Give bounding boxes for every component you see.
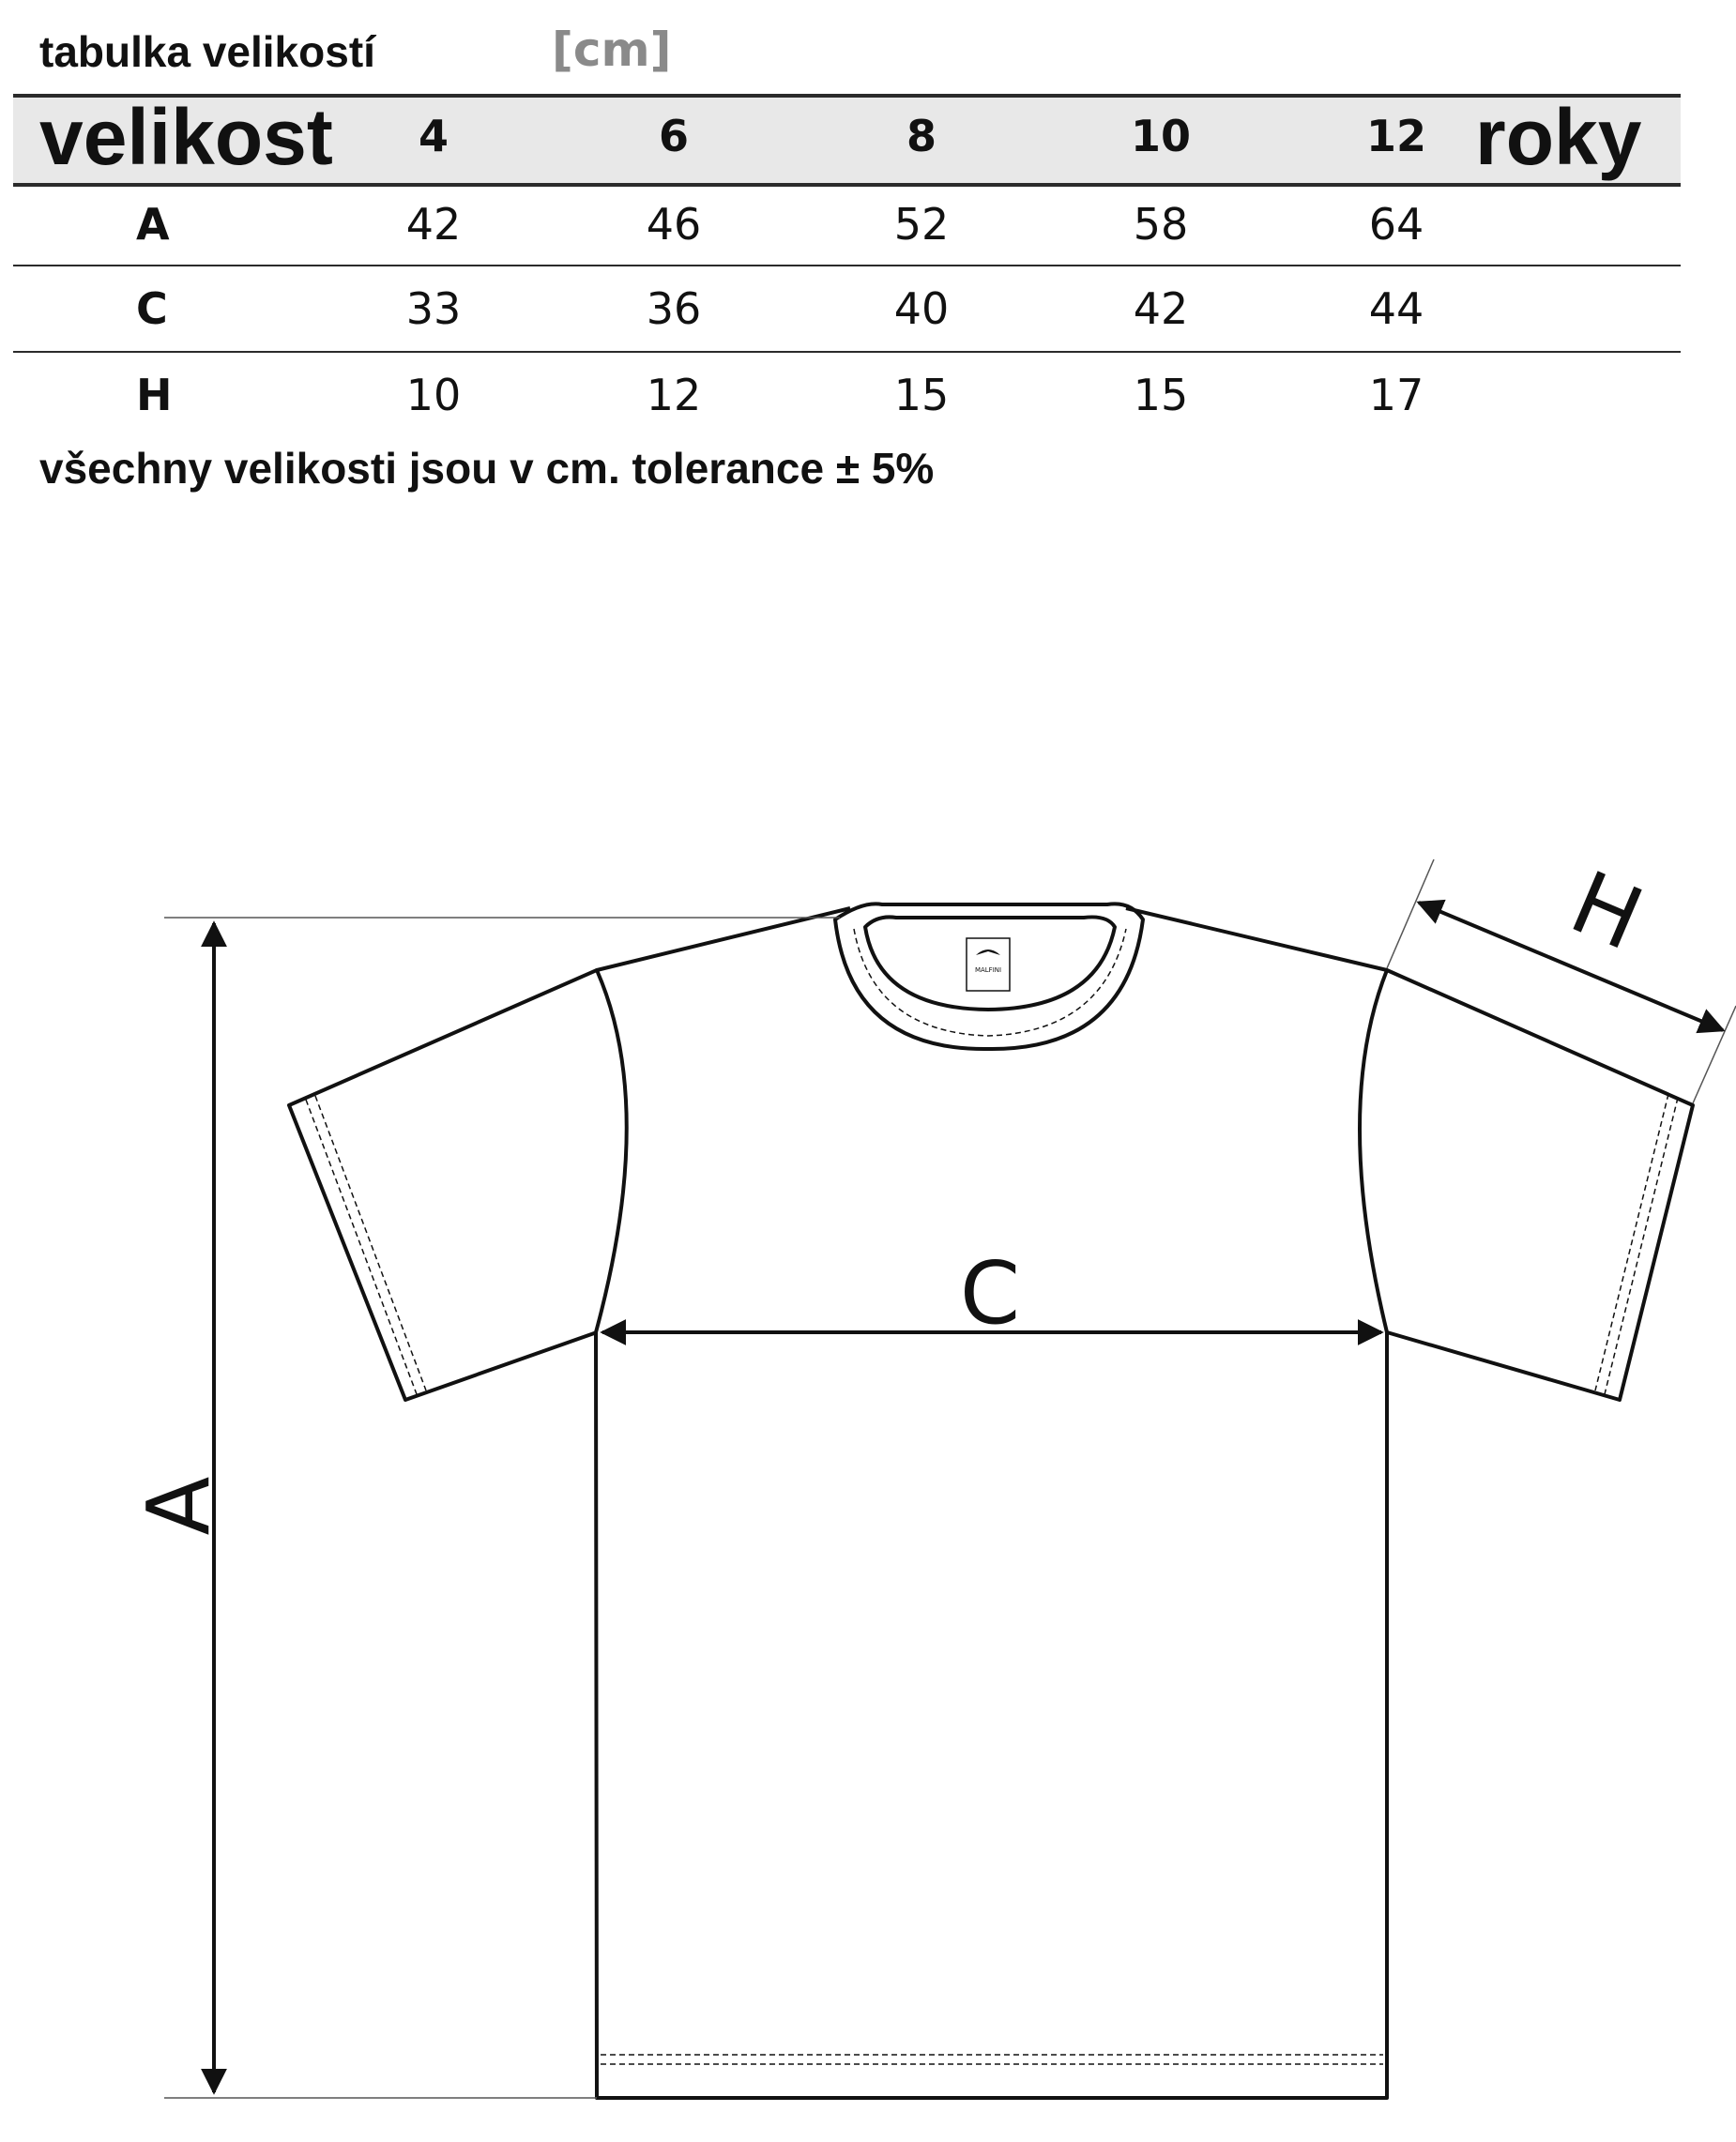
table-cell: 44 xyxy=(1368,283,1424,334)
years-column-label: roky xyxy=(1475,93,1642,181)
right-sleeve xyxy=(1387,970,1693,1400)
row-label-c: C xyxy=(136,283,168,334)
table-cell: 10 xyxy=(405,370,462,420)
table-cell: 42 xyxy=(1133,283,1189,334)
size-header-6: 6 xyxy=(658,111,690,161)
table-cell: 64 xyxy=(1368,199,1424,250)
tshirt-outline xyxy=(596,908,1387,2098)
size-header-10: 10 xyxy=(1130,111,1192,161)
row-label-a: A xyxy=(136,199,170,250)
table-cell: 33 xyxy=(405,283,462,334)
size-column-label: velikost xyxy=(39,93,333,181)
table-cell: 12 xyxy=(646,370,702,420)
dimension-a-label: A xyxy=(129,1476,229,1536)
table-cell: 52 xyxy=(893,199,950,250)
table-cell: 46 xyxy=(646,199,702,250)
table-title: tabulka velikostí xyxy=(39,27,375,76)
row-label-h: H xyxy=(136,370,173,420)
table-cell: 40 xyxy=(893,283,950,334)
table-cell: 15 xyxy=(893,370,950,420)
size-header-4: 4 xyxy=(418,111,449,161)
brand-tag-text: MALFINI xyxy=(974,966,1002,974)
table-cell: 17 xyxy=(1368,370,1424,420)
size-header-8: 8 xyxy=(906,111,937,161)
brand-tag xyxy=(967,938,1010,991)
dimension-h-label: H xyxy=(1557,852,1657,970)
table-cell: 42 xyxy=(405,199,462,250)
left-sleeve xyxy=(289,970,597,1400)
unit-label: [cm] xyxy=(552,23,672,77)
size-header-12: 12 xyxy=(1365,111,1427,161)
tolerance-note: všechny velikosti jsou v cm. tolerance ± 5% xyxy=(39,444,935,493)
table-cell: 36 xyxy=(646,283,702,334)
dimension-c-label: C xyxy=(959,1243,1021,1344)
table-cell: 58 xyxy=(1133,199,1189,250)
table-cell: 15 xyxy=(1133,370,1189,420)
